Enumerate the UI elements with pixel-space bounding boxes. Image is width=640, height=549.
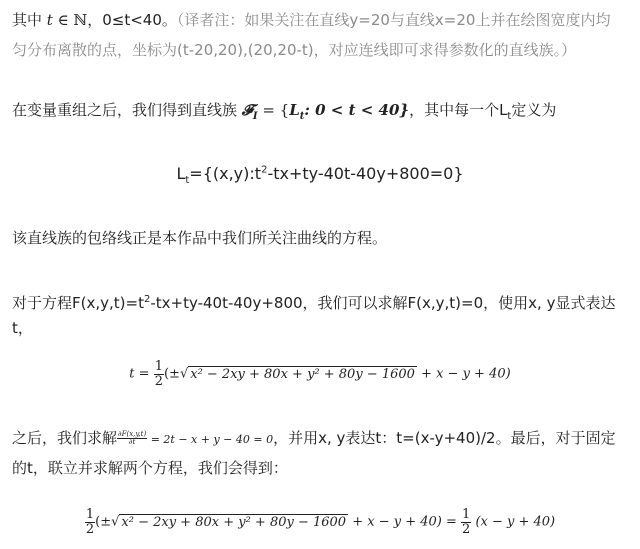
formula-line-family: $L_t=\{(x,y):t^2-tx+ty-40t-40y+800=0\}$ <box>176 164 464 187</box>
paragraph-2 <box>12 100 556 127</box>
formula-t-solution: t = $\frac{1}{2}$ (±√ x² − 2xy + 80x + y² + 80y − 1600 + x − y + 40) <box>129 359 511 389</box>
paragraph-3: 该直线族的包络线正是本作品中我们所关注曲线的方程。 <box>12 229 388 247</box>
in-symbol: ∈ <box>57 11 69 29</box>
set-condition: : 0 < t < 40} <box>304 101 410 119</box>
naturals-symbol: ℕ <box>73 11 88 29</box>
partial-derivative: $\frac{\partial F(x,y,t)}{\partial t}$ <box>118 429 147 446</box>
family-symbol: 𝓕$_I$ <box>241 101 258 122</box>
tail-text: ，其中每一个L <box>409 101 508 119</box>
paragraph-4-line-1: 对于方程$F(x,y,t)=t^2-tx+ty-40t-40y+800$，我们可以求解F(x,y,t)=0，使用x, y显式表达 <box>12 294 616 312</box>
translator-note-1: （译者注：如果关注在直线y=20与直线x=20上并在绘图宽度内均 <box>176 11 611 29</box>
tail-sub: t <box>507 111 512 122</box>
paragraph-1-line-1 <box>12 10 610 30</box>
text: 其中 <box>12 11 43 29</box>
tail-text-2: 定义为 <box>511 101 557 119</box>
paragraph-5-line-1: 之后，我们求解 $\frac{\partial F(x,y,t)}{\partial t}$ = 2t − x + y − 40 = 0，并用x, y表达t：t=(x-y+40)/2。最后，对于固定 <box>12 429 616 447</box>
set-open: = { <box>257 101 290 119</box>
text: 在变量重组之后，我们得到直线族 <box>12 101 238 119</box>
range-text: ，0≤t<40。 <box>87 11 177 29</box>
line-symbol: $L_t$ <box>289 101 305 122</box>
paragraph-4-line-2: t， <box>12 319 33 337</box>
translator-note-2: 匀分布离散的点，坐标为(t-20,20),(20,20-t)，对应连线即可求得参数化的直线族。） <box>12 41 577 59</box>
paragraph-5-line-2: 的t，联立并求解两个方程，我们会得到： <box>12 459 288 477</box>
var-t: t <box>46 11 53 29</box>
formula-envelope: $\frac{1}{2}$ (±√ x² − 2xy + 80x + y² + 80y − 1600 + x − y + 40) = $\frac{1}{2}$ (x − y + 40) <box>85 507 556 537</box>
